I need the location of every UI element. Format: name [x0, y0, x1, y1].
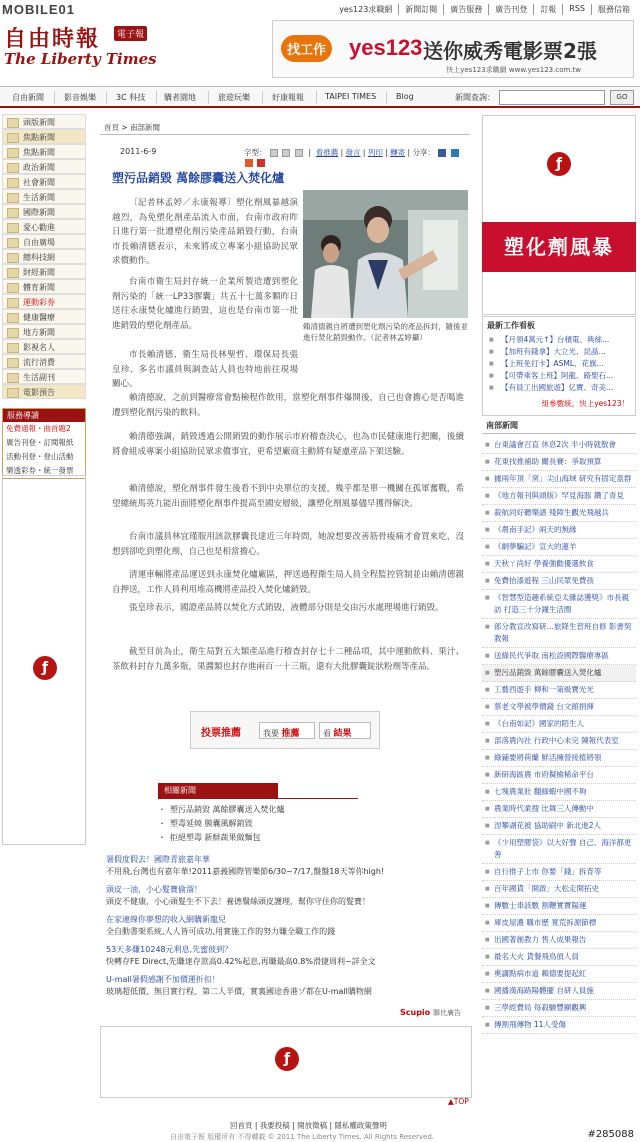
sidebar-item[interactable]: 財經新聞 [2, 264, 86, 279]
south-news-item[interactable]: ■ 《智慧型造趣系統亞太雜誌獲獎》市長親訪 打造三十分鐘生活圈 [482, 590, 636, 619]
sidebar-item[interactable]: 焦點新聞 [2, 144, 86, 159]
south-news-item[interactable]: ■ 《台南如記》國家的陌生人 [482, 716, 636, 733]
jobs-list [483, 334, 635, 394]
text-ad-description: 全自動書架系統,人人皆可成功,用實施工作的努力賺全職工作的錢 [106, 927, 336, 936]
text-ad-title[interactable]: U-mall暑假感謝不加價運折扣！ [106, 975, 220, 984]
sidebar-item[interactable]: 頭版新聞 [2, 114, 86, 129]
job-item[interactable]: ■ 【可帶乘客上班】阿龍、路聖石... [483, 370, 635, 382]
results-prefix: 看 [323, 729, 331, 738]
sidebar-item[interactable]: 政治新聞 [2, 159, 86, 174]
right-ad[interactable] [482, 115, 636, 315]
south-news-item[interactable]: ■ 《地方報刊與頭版》罕見海豚 鑽了青見 [482, 488, 636, 505]
mobile01-logo[interactable]: MOBILE01 [2, 2, 76, 17]
sidebar-item[interactable]: 運動彩券 [2, 294, 86, 309]
watermark: #285088 [587, 1129, 634, 1140]
south-news-list [482, 437, 636, 1034]
breadcrumb[interactable]: 首頁 > 南部新聞 [104, 123, 161, 132]
south-news-item[interactable]: ■ 塑污品銷毀 萬餘膠囊送入焚化爐 [482, 665, 636, 682]
photo-caption: 賴清德親自將遭到塑化劑污染的產品拆封，隨後並進行焚化銷毀動作。（記者林孟婷攝） [303, 322, 468, 342]
sidebar-item[interactable]: 流行消費 [2, 354, 86, 369]
sidebar-item[interactable]: 社會新聞 [2, 174, 86, 189]
service-box-row [3, 422, 85, 436]
flash-plugin-icon: ƒ [547, 152, 571, 176]
article-paragraph: 市長賴清德、衛生局長林聖哲、環保局長張皇珍、多名市議員與調查站人員也特地前往現場關心。 [112, 350, 298, 389]
south-news-item[interactable]: ■ 傳割飛傳物 11人受傷 [482, 1017, 636, 1034]
font-size-label: 字型： [244, 148, 267, 157]
font-increase-icon[interactable] [270, 149, 278, 157]
top-link[interactable]: yes123求職網 [339, 5, 393, 14]
masthead [0, 20, 640, 82]
sidebar-item[interactable]: 愛心勸進 [2, 219, 86, 234]
service-box [2, 408, 86, 479]
nav-item[interactable]: 好康報報 [272, 93, 304, 102]
recommend-label: 推薦 [281, 729, 300, 739]
article-photo[interactable] [303, 190, 468, 318]
top-link[interactable]: 服務信箱 [591, 4, 636, 15]
south-news-item[interactable]: ■ 《農南手記》兩天的無緣 [482, 522, 636, 539]
sidebar-item[interactable]: 生活副刊 [2, 369, 86, 384]
south-news-title: 南部新聞 [482, 418, 636, 434]
service-link[interactable]: ・曲首題2 [36, 424, 71, 433]
print-link[interactable]: 列印 [367, 148, 383, 157]
sidebar-item[interactable]: 影視名人 [2, 339, 86, 354]
service-link[interactable]: ・登山活動 [36, 452, 74, 461]
results-button[interactable] [319, 722, 371, 739]
recommend-link[interactable]: 看推薦 [315, 148, 339, 157]
related-news-item[interactable]: ・ 塑污品銷毀 萬餘膠囊送入焚化爐 [158, 803, 358, 817]
service-link[interactable]: 活動刊登 [6, 452, 36, 461]
sidebar-item[interactable]: 焦點新聞 [2, 129, 86, 144]
related-news-item[interactable]: ・ 塑毒延燒 膜囊風解銷毀 [158, 817, 358, 831]
top-link[interactable]: 廣告刊登 [488, 4, 533, 15]
service-box-row [3, 450, 85, 464]
results-label: 結果 [333, 729, 352, 739]
plasticizer-banner[interactable]: 塑化劑風暴 [482, 222, 636, 272]
flash-plugin-icon: ƒ [275, 1047, 299, 1071]
south-news-item[interactable]: ■ 送綠民代爭取 南松設國際醫療專區 [482, 648, 636, 665]
south-news-item[interactable]: ■ 台東議會召直 休息2次 半小時就散會 [482, 437, 636, 454]
service-link[interactable]: 廣告刊登 [6, 438, 36, 447]
service-box-title: 服務導讀 [3, 409, 85, 422]
south-news-item[interactable]: ■ 《網夢騙記》宣大的蓮羊 [482, 539, 636, 556]
top-links [333, 4, 636, 15]
article-paragraph: 賴清德說，塑化劑事件發生後看不到中央單位的支援，幾乎都是單一機關在孤軍奮戰，希望總統馬英九能出面將塑化劑事件提高至國安層級，讓塑化劑風暴儘早獲得解決。 [112, 484, 464, 509]
south-news-item[interactable]: ■ 傳數士車該數 割鞭實寶陽運 [482, 898, 636, 915]
service-link[interactable]: ・訂閱報紙 [36, 438, 74, 447]
article-paragraph: 賴清德強調，銷毀透過公開銷毀的動作展示市府稽查決心，也為市民健康進行把關，後續將會組成專案小組協助民眾求償事宜，更希望廠商主動將有疑慮產品下架送驗。 [112, 432, 464, 457]
text-ad [106, 944, 476, 968]
text-ad [106, 974, 476, 998]
sidebar-item[interactable]: 地方新聞 [2, 324, 86, 339]
photo-image [303, 190, 468, 318]
south-news-item[interactable]: ■ 三學經費局 每殺驗豐顯觀興 [482, 1000, 636, 1017]
top-bar [0, 0, 640, 20]
nav-item[interactable]: TAIPEI TIMES [325, 92, 377, 101]
top-link[interactable]: RSS [562, 4, 591, 15]
nav-divider [386, 91, 387, 104]
comment-link[interactable]: 發言 [345, 148, 361, 157]
twitter-icon[interactable] [451, 149, 459, 157]
text-ad [106, 854, 476, 878]
sidebar-item[interactable]: 生活新聞 [2, 189, 86, 204]
article-paragraph: 台南市衛生局封存統一企業所製造遭到塑化劑污染的「統一LP33膠囊」共五十七萬多顆昨日送往永康焚化爐進行銷毀，這也是台南市第一批進銷毀的塑化劑產品。 [112, 277, 298, 331]
vote-box [190, 711, 380, 749]
related-news-item[interactable]: ・ 拒絕塑毒 新鮮蔬果做麵包 [158, 831, 358, 845]
banner-url: 快上yes123求職網 www.yes123.com.tw [446, 66, 581, 74]
text-ads [106, 854, 476, 1004]
sidebar-item[interactable]: 國際新聞 [2, 204, 86, 219]
south-news-item[interactable]: ■ 花東找推補助 關長賽：爭取預算 [482, 454, 636, 471]
south-news-item[interactable]: ■ 奧講點病市道 賴德要提起紅 [482, 966, 636, 983]
service-link[interactable]: 免費通報 [6, 424, 36, 433]
south-news-item[interactable]: ■ 天秋ㄚ尚好 學養強勸優選飲食 [482, 556, 636, 573]
south-news-item[interactable]: ■ 出國著創教力 售人成果報告 [482, 932, 636, 949]
forward-link[interactable]: 轉寄 [390, 148, 406, 157]
font-reset-icon[interactable] [295, 149, 303, 157]
back-to-top-link[interactable]: ▲TOP [448, 1097, 469, 1106]
related-news-list [158, 803, 358, 845]
south-news-item[interactable]: ■ 蔡老文學被學價錢 台文館捐揮 [482, 699, 636, 716]
nav-divider [54, 91, 55, 104]
south-news-item[interactable]: ■ 殺航同好聽樂譜 殘障生觀光飛越兵 [482, 505, 636, 522]
article-paragraph: 清運車輛將產品運送到永康焚化爐廠區，押送過程衛生局人員全程監控管制並由賴清德親自押送，工作人員利用堆高機將產品投入焚化爐銷毀。 [112, 570, 464, 595]
main-nav [0, 86, 640, 108]
article-paragraph: 截至目前為止，衛生局對五大類產品進行稽查封存七十二種品項，其中運動飲料、果汁、茶飲料封存九萬多瓶，果醬類也封存進兩百一十三瓶，還有大批膠囊錠狀粉劑等產品。 [112, 647, 464, 672]
sidebar-item[interactable]: 總科技網 [2, 249, 86, 264]
south-news-item[interactable]: ■ 郎分教宣改寫研…旅降生習班自修 影書契教報 [482, 619, 636, 648]
footer-copyright: 自由電子報 版權所有 不得轉載 © 2011 The Liberty Times. All Rights Reserved. [170, 1133, 435, 1141]
article-paragraph: 賴清德說，之前到醫療常會點檢程作飲用，當塑化劑事件爆開後，自己也會擔心是否喝進遭到塑化劑污染的飲料。 [112, 393, 464, 418]
related-news [158, 783, 358, 845]
text-ad-title[interactable]: 53天多賺10248元利息,先蜜彼到？ [106, 945, 233, 954]
top-link[interactable]: 廣告服務 [443, 4, 488, 15]
job-item[interactable]: ■ 【加班有錢拿】大立光、昆晶... [483, 346, 635, 358]
vote-title: 投票推薦 [201, 728, 241, 739]
nav-item[interactable]: 3C 科技 [116, 93, 146, 102]
sidebar-item[interactable]: 健康醫療 [2, 309, 86, 324]
nav-item[interactable]: 自由新聞 [12, 93, 44, 102]
scupio-ad-label [400, 1008, 461, 1018]
nav-item[interactable]: Blog [396, 92, 414, 101]
service-link[interactable]: 樂透彩券 [6, 466, 36, 475]
jobs-more-link[interactable]: 組參數統，快上yes123！ [541, 399, 629, 408]
article-paragraph: 台南市議員林宜瑾服用該款膠囊長達近三年時間，她說想要改善筋骨痠痛才會買來吃，沒想到卻吃到塑化劑，自己也是相當擔心。 [112, 532, 464, 557]
south-news-item[interactable]: ■ 國播漢海路陽體擺 自研人員施 [482, 983, 636, 1000]
south-news-item[interactable]: ■ 據兩年頂「窯」尖山海域 研究有固定蓋群 [482, 471, 636, 488]
site-logo-english[interactable]: The Liberty Times [4, 50, 157, 68]
left-sidebar [2, 114, 86, 399]
search-button[interactable]: GO [610, 90, 634, 105]
footer-links[interactable]: 回首頁 | 我要投稿 | 開放徵稿 | 隱私權政策聲明 [230, 1121, 387, 1130]
banner-job-label: 找工作 [281, 35, 332, 62]
sidebar-item[interactable]: 體育新聞 [2, 279, 86, 294]
service-box-rows [3, 422, 85, 478]
text-ad-title[interactable]: 在家連線你夢想的收入網購新龍兒 [106, 915, 226, 924]
service-box-row [3, 436, 85, 450]
recommend-prefix: 我要 [263, 729, 279, 738]
sidebar-item[interactable]: 電影預告 [2, 384, 86, 399]
text-ad-description: 頭皮不健康，小心頭髮生不下去！養德鬚絲頭皮護理，幫你守住你的髮寶！ [106, 897, 370, 906]
article-paragraph: 〔記者林孟婷／永康報導〕塑化劑風暴越演越烈，為免塑化劑產品流入市面，台南市政府昨日進行第一批遭塑化劑污染產品銷毀行動，台南市長賴清德表示，未來將成立專案小組協助民眾求償動作。 [112, 198, 298, 266]
south-news-item[interactable]: ■ 百年國貨「開啟」大松走開拓史 [482, 881, 636, 898]
south-news-item[interactable]: ■ 新研海區農 市府擬檢稀命平台 [482, 767, 636, 784]
share-label: 分享： [412, 148, 435, 157]
text-ad [106, 884, 476, 908]
font-decrease-icon[interactable] [282, 149, 290, 157]
article-meta [100, 145, 470, 159]
search-label: 新聞查詢： [455, 93, 495, 102]
jobs-board-title: 最新工作看板 [487, 321, 535, 330]
south-news-item[interactable]: ■ 七塊農業壯 翻綠蝦中國不夠 [482, 784, 636, 801]
nav-item[interactable]: 影音娛樂 [64, 93, 96, 102]
service-link[interactable]: ・統一發票 [36, 466, 74, 475]
nav-item[interactable]: 旅遊玩樂 [218, 93, 250, 102]
article-date: 2011-6-9 [120, 147, 157, 156]
south-news-item[interactable]: ■ 最名大火 貨餐飛鳥偵人員 [482, 949, 636, 966]
job-item[interactable]: ■ 【有員工出國旅遊】亿寶、奇美... [483, 382, 635, 394]
text-ad-description: 快轉存FE Direct,先賺達存款高0.42%起息,再賺最高0.8%滑捷周利~詳全文 [106, 957, 376, 966]
banner-slogan: 送你威秀電影票2張 [423, 39, 597, 63]
job-item[interactable]: ■ 【月領4萬元↑】台積電、典絲... [483, 334, 635, 346]
south-news-item[interactable]: ■ 涅攀湖花被 協助刷中 新北進2人 [482, 818, 636, 835]
related-news-title: 相關新聞 [158, 783, 278, 798]
scupio-brand: Scupio [400, 1008, 431, 1017]
nav-divider [316, 91, 317, 104]
banner-brand: yes123 [349, 35, 423, 60]
site-logo[interactable]: 自由時報 [4, 26, 101, 52]
text-ad-title[interactable]: 暑假度假去！國際青旅嘉年華 [106, 855, 210, 864]
recommend-button[interactable] [259, 722, 315, 739]
flash-plugin-icon: ƒ [33, 656, 57, 680]
top-link[interactable]: 訂報 [533, 4, 562, 15]
divider [100, 134, 470, 135]
nav-divider [106, 91, 107, 104]
nav-divider [156, 91, 157, 104]
south-news-item[interactable]: ■ 自行推子上市 你要「錢」拆背等 [482, 864, 636, 881]
yes123-banner-ad[interactable] [272, 20, 634, 78]
share-icon[interactable] [257, 159, 265, 167]
south-news-item[interactable]: ■ 免費抬漆遊程 三山民眾免費孩 [482, 573, 636, 590]
divider [158, 798, 358, 799]
text-ad-description: 玻璃超低價、無目實行程、第二人半價，實裏國途香港ゾ都在U-mall購物網 [106, 987, 372, 996]
south-news-item[interactable]: ■ 綠鋪要將荷蘭 鮮活擁營接植將領 [482, 750, 636, 767]
nav-item[interactable]: 購者園地 [164, 93, 196, 102]
article-paragraph: 張皇珍表示，國證產品將以焚化方式銷毀，液體部分則是交由污水處理場進行銷毀。 [129, 603, 444, 613]
text-ad-title[interactable]: 頭皮一油，小心髮寶偷溜！ [106, 885, 202, 894]
south-news-item[interactable]: ■ 農業時代業搜 比舞三人傳動中 [482, 801, 636, 818]
nav-divider [208, 91, 209, 104]
south-news-item[interactable]: ■ 庫皮屋濃 購市歷 寬荒拆源節標 [482, 915, 636, 932]
plurk-icon[interactable] [245, 159, 253, 167]
jobs-board [482, 316, 636, 416]
job-item[interactable]: ■ 【上班免打卡】ASML、花旗... [483, 358, 635, 370]
nav-divider [262, 91, 263, 104]
facebook-icon[interactable] [438, 149, 446, 157]
text-ad [106, 914, 476, 938]
south-news-item[interactable]: ■ 《少用塑膠袋》以大好聲 自己、海洋都更善 [482, 835, 636, 864]
sidebar-item[interactable]: 自由廣場 [2, 234, 86, 249]
sidebar-ad[interactable] [2, 475, 86, 845]
bottom-ad[interactable] [100, 1026, 472, 1098]
article-headline: 塑污品銷毀 萬餘膠囊送入焚化爐 [112, 171, 285, 185]
south-news-item[interactable]: ■ 部落農內社 行政中心未完 陳報代表室 [482, 733, 636, 750]
south-news-item[interactable]: ■ 工藝西遊手 柳和一第級寶光光 [482, 682, 636, 699]
text-ad-description: 不用飛,台灣也有嘉年華!2011嘉義國際管樂節6/30~7/17,盤盤18天等你high! [106, 867, 385, 876]
footer [100, 1118, 640, 1142]
scupio-label: 聯比廣告 [432, 1009, 461, 1017]
search-input[interactable] [499, 90, 605, 105]
top-link[interactable]: 新聞訂閱 [398, 4, 443, 15]
logo-badge: 電子報 [114, 26, 147, 41]
article-tools: 字型： | 看推薦 | 發言 | 列印 | 轉寄 | 分享： [244, 147, 470, 167]
